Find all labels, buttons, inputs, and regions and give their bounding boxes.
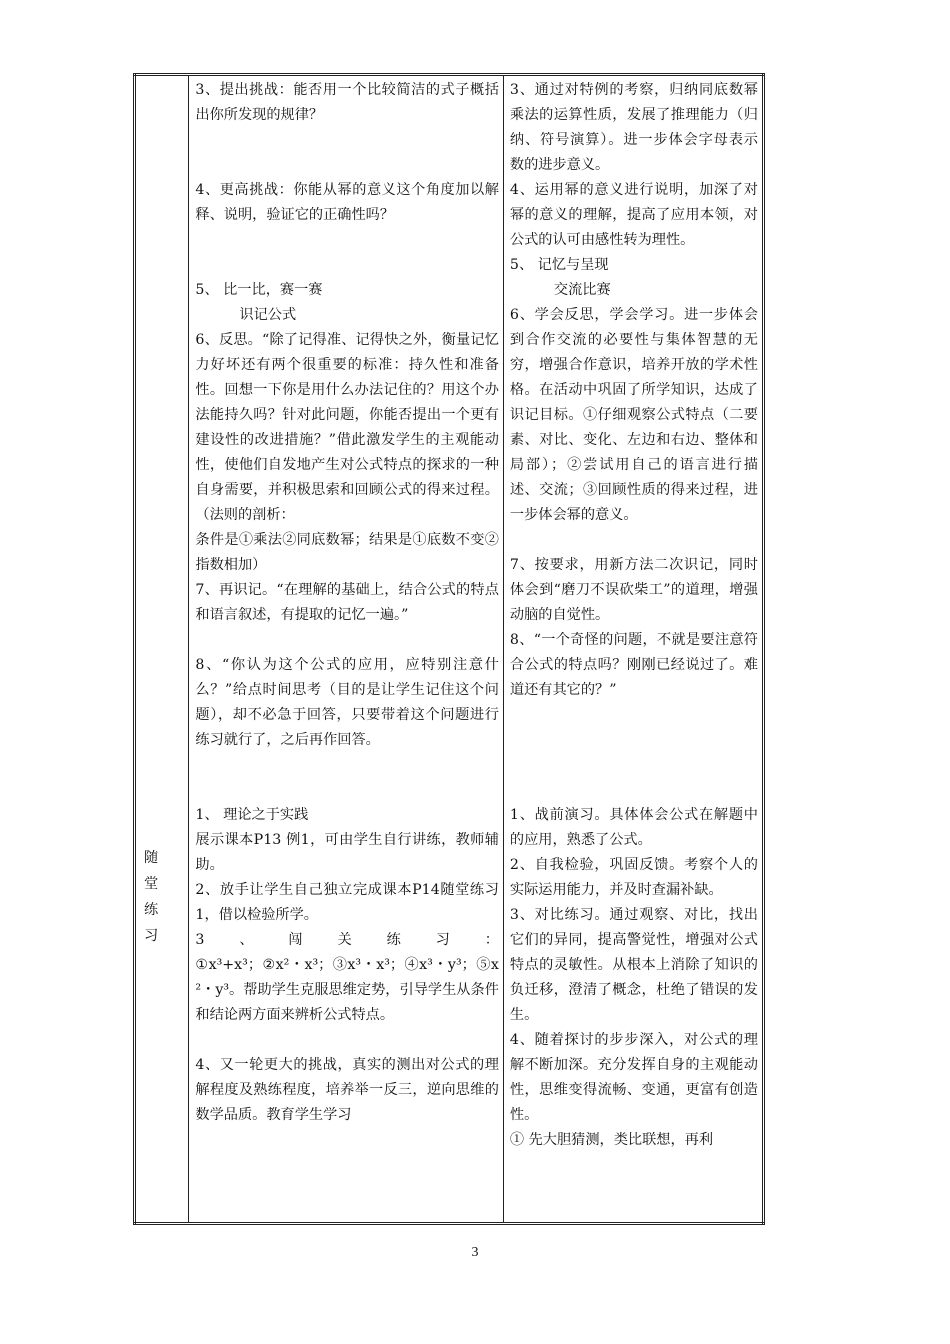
practice-item-2: 2、放手让学生自己独立完成课本P14随堂练习1，借以检验所学。 [195, 882, 499, 923]
purpose-item-4: 4、运用幂的意义进行说明，加深了对幂的意义的理解，提高了应用本领，对公式的认可由感性转为理性。 [509, 182, 758, 248]
table-row [135, 75, 764, 1224]
practice-item-1-detail: 展示课本P13 例1，可由学生自行讲练，教师辅助。 [195, 832, 499, 873]
heading-char: 练 [386, 932, 401, 948]
purpose-item-3: 3、通过对特例的考察，归纳同底数幂乘法的运算性质，发展了推理能力（归纳、符号演算）。进一步体会字母表示数的进步意义。 [509, 82, 758, 173]
section-label-line-2: 练 习 [144, 902, 197, 944]
heading-char: 、 [239, 932, 254, 948]
lesson-table [133, 73, 765, 1225]
purpose-item-5-sub: 交流比赛 [553, 282, 611, 298]
practice-purpose-1: 1、战前演习。具体体会公式在解题中的应用，熟悉了公式。 [509, 807, 758, 848]
heading-char: 3 [195, 932, 205, 948]
section-label [144, 845, 197, 949]
teacher-item-6-rule: 条件是①乘法②同底数幂；结果是①底数不变②指数相加） [195, 532, 499, 573]
purpose-item-5: 5、 记忆与呈现 [509, 257, 609, 273]
heading-char: ： [484, 932, 499, 948]
teacher-item-7: 7、再识记。“在理解的基础上，结合公式的特点和语言叙述，有提取的记忆一遍。” [195, 582, 499, 623]
teacher-item-8: 8、“你认为这个公式的应用，应特别注意什么？”给点时间思考（目的是让学生记住这个问题），却不必急于回答，只要带着这个问题进行练习就行了，之后再作回答。 [195, 657, 499, 748]
practice-item-1: 1、 理论之于实践 [195, 807, 309, 823]
teacher-item-5-sub: 识记公式 [239, 307, 297, 323]
teacher-item-5: 5、 比一比，赛一赛 [195, 282, 323, 298]
practice-purpose-2: 2、自我检验，巩固反馈。考察个人的实际运用能力，并及时查漏补缺。 [509, 857, 758, 898]
heading-char: 习 [435, 932, 450, 948]
practice-purpose-4: 4、随着探讨的步步深入，对公式的理解不断加深。充分发挥自身的主观能动性，思维变得流畅、变通，更富有创造性。 [509, 1032, 758, 1123]
teacher-item-4: 4、更高挑战：你能从幂的意义这个角度加以解释、说明，验证它的正确性吗？ [195, 182, 499, 223]
section-label-line-1: 随 堂 [144, 850, 197, 892]
section-label-cell [135, 75, 197, 1224]
heading-char: 闯 [288, 932, 303, 948]
purpose-item-6: 6、学会反思，学会学习。进一步体会到合作交流的必要性与集体智慧的无穷，增强合作意识，培养开放的学术性格。在活动中巩固了所学知识，达成了识记目标。①仔细观察公式特点（二要素、对比、变化、左边和右边、整体和局部）；②尝试用自己的语言进行描述、交流；③回顾性质的得来过程，进一步体会幂的意义。 [509, 307, 758, 523]
practice-item-3-heading [195, 928, 499, 953]
practice-item-4: 4、又一轮更大的挑战，真实的测出对公式的理解程度及熟练程度，培养举一反三，逆向思维的数学品质。教育学生学习 [195, 1057, 499, 1123]
teacher-item-3: 3、提出挑战：能否用一个比较简洁的式子概括出你所发现的规律？ [195, 82, 499, 123]
practice-purpose-3: 3、对比练习。通过观察、对比，找出它们的异同，提高警觉性，增强对公式特点的灵敏性。从根本上消除了知识的负迁移，澄清了概念，杜绝了错误的发生。 [509, 907, 758, 1023]
page-number: 3 [471, 1245, 479, 1260]
practice-purpose-4-sub: ① 先大胆猜测，类比联想，再利 [509, 1132, 714, 1148]
teacher-activity-cell [189, 75, 504, 1224]
purpose-item-8: 8、“一个奇怪的问题，不就是要注意符合公式的特点吗？刚刚已经说过了。难道还有其它的？” [509, 632, 758, 698]
heading-char: 关 [337, 932, 352, 948]
teacher-item-6: 6、反思。“除了记得准、记得快之外，衡量记忆力好坏还有两个很重要的标准：持久性和准备性。回想一下你是用什么办法记住的？用这个办法能持久吗？针对此问题，你能否提出一个更有建设性的改进措施？”借此激发学生的主观能动性，使他们自发地产生对公式特点的探求的一种自身需要，并积极思索和回顾公式的得来过程。（法则的剖析： [195, 332, 499, 523]
design-purpose-cell [503, 75, 763, 1224]
practice-item-3-exercises: ①x³+x³；②x²・x³；③x³・x³；④x³・y³；⑤x²・y³。帮助学生克服思维定势，引导学生从条件和结论两方面来辨析公式特点。 [195, 957, 499, 1023]
purpose-item-7: 7、按要求，用新方法二次识记，同时体会到“磨刀不误砍柴工”的道理，增强动脑的自觉性。 [509, 557, 758, 623]
